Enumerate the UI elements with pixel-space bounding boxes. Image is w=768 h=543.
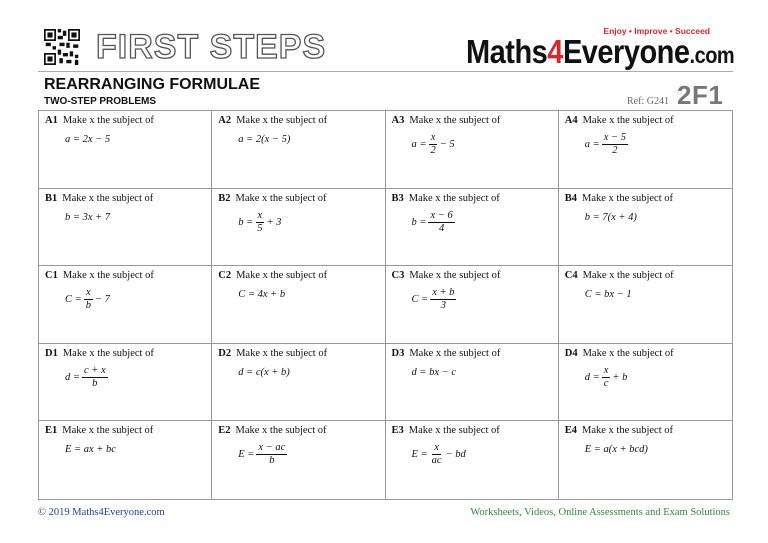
fraction-denominator: 3 bbox=[440, 300, 446, 312]
fraction-numerator: x bbox=[434, 442, 439, 454]
question-instruction: Make x the subject of bbox=[62, 425, 154, 437]
question-instruction: Make x the subject of bbox=[582, 115, 674, 126]
fraction bbox=[430, 287, 456, 312]
question-label: A3 bbox=[391, 115, 405, 126]
question-equation: d = c(x + b) bbox=[238, 366, 290, 378]
equation-rhs: + b bbox=[612, 371, 628, 383]
question-instruction: Make x the subject of bbox=[409, 270, 501, 282]
fraction-numerator: c + x bbox=[83, 364, 106, 376]
question-prompt bbox=[565, 115, 674, 126]
question-instruction: Make x the subject of bbox=[236, 347, 328, 359]
question-label: B1 bbox=[45, 192, 58, 204]
question-label: B4 bbox=[564, 192, 578, 204]
fraction-denominator: 5 bbox=[257, 222, 263, 234]
question-label: A2 bbox=[218, 115, 232, 126]
question-instruction: Make x the subject of bbox=[235, 192, 327, 204]
question-equation: a = 2x − 5 bbox=[65, 134, 111, 145]
question-instruction: Make x the subject of bbox=[582, 425, 673, 437]
fraction-numerator: x + b bbox=[432, 287, 455, 299]
fraction-denominator: 2 bbox=[430, 145, 436, 156]
question-equation: d = bx − c bbox=[411, 366, 456, 378]
question-cell bbox=[559, 111, 732, 189]
equation-rhs: + 3 bbox=[266, 216, 282, 228]
question-prompt bbox=[392, 115, 501, 126]
fraction-denominator: c bbox=[603, 377, 609, 389]
question-equation bbox=[585, 132, 630, 157]
question-equation bbox=[412, 442, 466, 467]
fraction-numerator: x bbox=[430, 132, 436, 143]
fraction-numerator: x bbox=[86, 287, 91, 299]
question-label: B2 bbox=[218, 192, 231, 204]
question-prompt bbox=[565, 348, 674, 359]
question-equation bbox=[65, 287, 110, 312]
question-label: C2 bbox=[218, 270, 232, 282]
qr-code-icon bbox=[44, 29, 80, 65]
question-cell bbox=[559, 189, 732, 267]
fraction-denominator: b bbox=[269, 455, 275, 467]
fraction-numerator: x bbox=[603, 364, 609, 376]
question-prompt bbox=[392, 270, 501, 281]
question-equation: C = bx − 1 bbox=[584, 289, 632, 301]
question-prompt bbox=[45, 425, 153, 436]
question-equation bbox=[238, 442, 289, 467]
question-instruction: Make x the subject of bbox=[62, 347, 154, 359]
fraction-denominator: ac bbox=[431, 455, 442, 467]
question-cell bbox=[386, 111, 559, 189]
question-cell bbox=[559, 266, 732, 344]
question-label: E2 bbox=[218, 425, 231, 437]
equation-lhs: C = bbox=[411, 294, 429, 306]
copyright-link[interactable]: © 2019 Maths4Everyone.com bbox=[38, 507, 165, 518]
fraction-denominator: 2 bbox=[612, 145, 618, 156]
question-cell bbox=[386, 266, 559, 344]
question-prompt bbox=[218, 425, 326, 436]
fraction bbox=[602, 132, 628, 157]
question-prompt bbox=[565, 193, 673, 204]
fraction-denominator: b bbox=[92, 377, 98, 389]
fraction bbox=[430, 442, 444, 467]
question-label: A4 bbox=[564, 115, 578, 126]
question-equation: C = 4x + b bbox=[238, 289, 286, 301]
question-equation bbox=[65, 365, 110, 390]
question-label: D1 bbox=[45, 347, 58, 359]
equation-lhs: a = bbox=[411, 139, 427, 150]
worksheet-code: 2F1 bbox=[677, 80, 724, 110]
question-prompt bbox=[392, 193, 500, 204]
fraction-numerator: x bbox=[257, 209, 263, 221]
question-prompt bbox=[565, 425, 673, 436]
fraction bbox=[82, 365, 108, 390]
equation-rhs: − 5 bbox=[439, 139, 455, 150]
question-prompt bbox=[45, 115, 154, 126]
question-prompt bbox=[45, 193, 153, 204]
question-cell bbox=[559, 344, 732, 422]
equation-lhs: E = bbox=[238, 449, 255, 461]
question-prompt bbox=[45, 348, 154, 359]
equation-lhs: a = bbox=[584, 139, 600, 150]
question-instruction: Make x the subject of bbox=[582, 192, 673, 204]
question-cell bbox=[39, 344, 212, 422]
series-title: FIRST STEPS bbox=[96, 28, 327, 66]
question-label: D4 bbox=[564, 347, 578, 359]
question-label: E1 bbox=[45, 425, 58, 437]
question-instruction: Make x the subject of bbox=[582, 270, 674, 282]
question-instruction: Make x the subject of bbox=[408, 425, 500, 437]
question-cell bbox=[212, 421, 385, 499]
question-equation: E = a(x + bcd) bbox=[584, 444, 648, 456]
question-instruction: Make x the subject of bbox=[408, 192, 500, 204]
question-label: D3 bbox=[391, 347, 405, 359]
brand-logo-four: 4 bbox=[547, 34, 563, 72]
question-cell bbox=[212, 189, 385, 267]
question-instruction: Make x the subject of bbox=[409, 115, 501, 126]
question-cell bbox=[39, 266, 212, 344]
question-label: D2 bbox=[218, 347, 232, 359]
fraction bbox=[428, 132, 437, 157]
question-instruction: Make x the subject of bbox=[235, 425, 327, 437]
question-label: C1 bbox=[45, 270, 58, 282]
question-equation bbox=[412, 287, 459, 312]
question-grid bbox=[38, 110, 733, 500]
fraction-denominator: b bbox=[85, 300, 91, 312]
fraction bbox=[428, 210, 454, 235]
question-equation bbox=[412, 132, 455, 157]
equation-lhs: b = bbox=[411, 216, 427, 228]
fraction-numerator: x − 6 bbox=[430, 209, 453, 221]
question-prompt bbox=[392, 425, 500, 436]
question-instruction: Make x the subject of bbox=[62, 270, 154, 282]
question-instruction: Make x the subject of bbox=[236, 270, 328, 282]
question-label: E3 bbox=[391, 425, 404, 437]
question-label: C4 bbox=[564, 270, 578, 282]
question-cell bbox=[386, 189, 559, 267]
question-label: E4 bbox=[564, 425, 578, 437]
fraction bbox=[84, 287, 93, 312]
question-prompt bbox=[218, 270, 327, 281]
question-cell bbox=[212, 111, 385, 189]
question-equation bbox=[585, 365, 628, 390]
question-equation: b = 7(x + 4) bbox=[584, 211, 637, 223]
question-cell bbox=[386, 344, 559, 422]
worksheet-title: REARRANGING FORMULAE bbox=[44, 76, 260, 93]
question-cell bbox=[212, 344, 385, 422]
fraction-numerator: x − 5 bbox=[603, 132, 626, 143]
question-prompt bbox=[392, 348, 501, 359]
equation-lhs: C = bbox=[65, 294, 82, 306]
fraction-denominator: 4 bbox=[438, 222, 445, 234]
question-label: A1 bbox=[45, 115, 58, 126]
header-divider bbox=[38, 71, 733, 72]
brand-logo-everyone: Everyone bbox=[562, 34, 690, 72]
question-label: C3 bbox=[391, 270, 405, 282]
question-cell bbox=[559, 421, 732, 499]
brand-tagline: Enjoy • Improve • Succeed bbox=[603, 26, 710, 36]
question-prompt bbox=[218, 115, 327, 126]
worksheet-subtitle: TWO-STEP PROBLEMS bbox=[44, 96, 157, 107]
question-instruction: Make x the subject of bbox=[409, 347, 501, 359]
fraction-numerator: x − ac bbox=[258, 442, 286, 454]
fraction bbox=[255, 210, 264, 235]
equation-rhs: − bd bbox=[445, 449, 466, 461]
equation-rhs: − 7 bbox=[94, 294, 110, 306]
footer-tagline-link[interactable]: Worksheets, Videos, Online Assessments and Exam Solutions bbox=[470, 507, 730, 518]
question-instruction: Make x the subject of bbox=[62, 115, 154, 126]
question-label: B3 bbox=[391, 192, 404, 204]
question-equation: a = 2(x − 5) bbox=[238, 134, 291, 145]
question-cell bbox=[39, 111, 212, 189]
reference-code: Ref: G241 bbox=[627, 96, 669, 107]
fraction bbox=[256, 442, 287, 467]
question-instruction: Make x the subject of bbox=[236, 115, 328, 126]
question-equation: b = 3x + 7 bbox=[65, 211, 111, 223]
question-cell bbox=[212, 266, 385, 344]
question-prompt bbox=[218, 193, 326, 204]
fraction bbox=[602, 365, 611, 390]
brand-logo-tld: .com bbox=[689, 43, 735, 69]
equation-lhs: d = bbox=[65, 371, 80, 383]
question-cell bbox=[39, 421, 212, 499]
question-instruction: Make x the subject of bbox=[582, 347, 674, 359]
question-prompt bbox=[45, 270, 154, 281]
question-prompt bbox=[565, 270, 674, 281]
brand-logo-maths: Maths bbox=[466, 34, 548, 72]
equation-lhs: E = bbox=[411, 449, 428, 461]
equation-lhs: d = bbox=[584, 371, 600, 383]
question-instruction: Make x the subject of bbox=[62, 192, 154, 204]
question-equation bbox=[238, 210, 281, 235]
question-equation bbox=[412, 210, 457, 235]
question-cell bbox=[386, 421, 559, 499]
question-prompt bbox=[218, 348, 327, 359]
question-cell bbox=[39, 189, 212, 267]
equation-lhs: b = bbox=[238, 216, 254, 228]
question-equation: E = ax + bc bbox=[65, 444, 116, 456]
